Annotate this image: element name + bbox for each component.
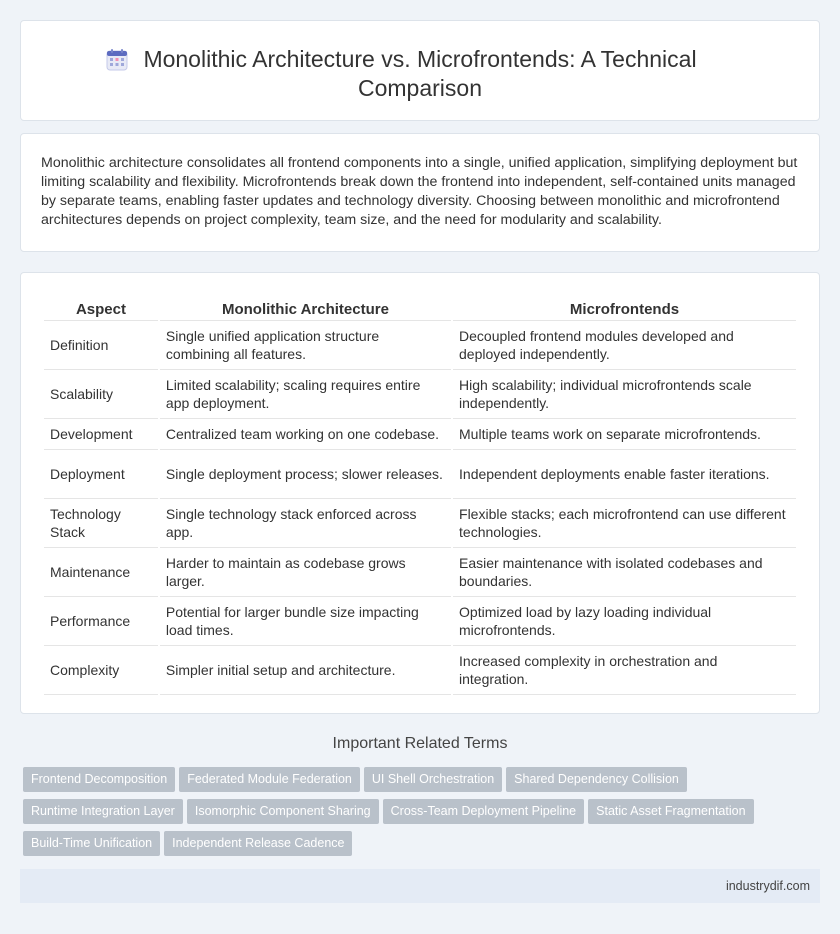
term-tag[interactable]: Static Asset Fragmentation [588, 799, 753, 824]
header-microfrontends: Microfrontends [453, 295, 796, 321]
page-title: Monolithic Architecture vs. Microfrontends: A Technical Comparison [143, 46, 697, 101]
row-aspect: Scalability [44, 370, 158, 419]
intro-paragraph: Monolithic architecture consolidates all frontend components into a single, unified application, simplifying deployment but limiting scalability and flexibility. Microfrontends break down the frontend into independent, self-contained units managed by separate teams, enabling faster updates and technology diversity. Choosing between monolithic and microfrontend architectures depends on project complexity, team size, and the need for modularity and scalability. [41, 155, 798, 228]
table-row [44, 499, 796, 548]
table-row [44, 419, 796, 450]
header-aspect: Aspect [44, 295, 158, 321]
footer [20, 869, 820, 903]
footer-site-link[interactable]: industrydif.com [725, 879, 810, 893]
related-terms-list [23, 767, 823, 863]
row-aspect: Performance [44, 597, 158, 646]
row-monolithic: Simpler initial setup and architecture. [160, 646, 451, 695]
row-microfrontends: Increased complexity in orchestration and integration. [453, 646, 796, 695]
term-tag[interactable]: Isomorphic Component Sharing [187, 799, 379, 824]
comparison-table [42, 295, 798, 695]
table-row [44, 597, 796, 646]
row-aspect: Development [44, 419, 158, 450]
header-card [20, 20, 820, 121]
table-row [44, 548, 796, 597]
row-aspect: Deployment [44, 450, 158, 499]
term-tag[interactable]: Federated Module Federation [179, 767, 360, 792]
related-terms-heading: Important Related Terms [332, 735, 508, 752]
row-monolithic: Potential for larger bundle size impacting load times. [160, 597, 451, 646]
row-monolithic: Single unified application structure combining all features. [160, 321, 451, 370]
table-row [44, 370, 796, 419]
term-tag[interactable]: Shared Dependency Collision [506, 767, 687, 792]
row-monolithic: Single technology stack enforced across app. [160, 499, 451, 548]
table-row [44, 450, 796, 499]
term-tag[interactable]: Frontend Decomposition [23, 767, 175, 792]
row-aspect: Technology Stack [44, 499, 158, 548]
row-monolithic: Single deployment process; slower releases. [160, 450, 451, 499]
header-monolithic: Monolithic Architecture [160, 295, 451, 321]
row-microfrontends: Independent deployments enable faster iterations. [453, 450, 796, 499]
row-microfrontends: Optimized load by lazy loading individual microfrontends. [453, 597, 796, 646]
table-header-row [44, 295, 796, 321]
row-monolithic: Centralized team working on one codebase. [160, 419, 451, 450]
term-tag[interactable]: Cross-Team Deployment Pipeline [383, 799, 585, 824]
row-aspect: Definition [44, 321, 158, 370]
term-tag[interactable]: Independent Release Cadence [164, 831, 352, 856]
table-row [44, 646, 796, 695]
row-aspect: Maintenance [44, 548, 158, 597]
row-monolithic: Harder to maintain as codebase grows larger. [160, 548, 451, 597]
row-aspect: Complexity [44, 646, 158, 695]
row-microfrontends: Easier maintenance with isolated codebases and boundaries. [453, 548, 796, 597]
row-microfrontends: Decoupled frontend modules developed and deployed independently. [453, 321, 796, 370]
term-tag[interactable]: Build-Time Unification [23, 831, 160, 856]
row-microfrontends: Multiple teams work on separate microfrontends. [453, 419, 796, 450]
term-tag[interactable]: UI Shell Orchestration [364, 767, 502, 792]
row-microfrontends: High scalability; individual microfrontends scale independently. [453, 370, 796, 419]
row-microfrontends: Flexible stacks; each microfrontend can use different technologies. [453, 499, 796, 548]
intro-card [20, 133, 820, 252]
table-row [44, 321, 796, 370]
comparison-table-card [20, 272, 820, 714]
term-tag[interactable]: Runtime Integration Layer [23, 799, 183, 824]
row-monolithic: Limited scalability; scaling requires entire app deployment. [160, 370, 451, 419]
